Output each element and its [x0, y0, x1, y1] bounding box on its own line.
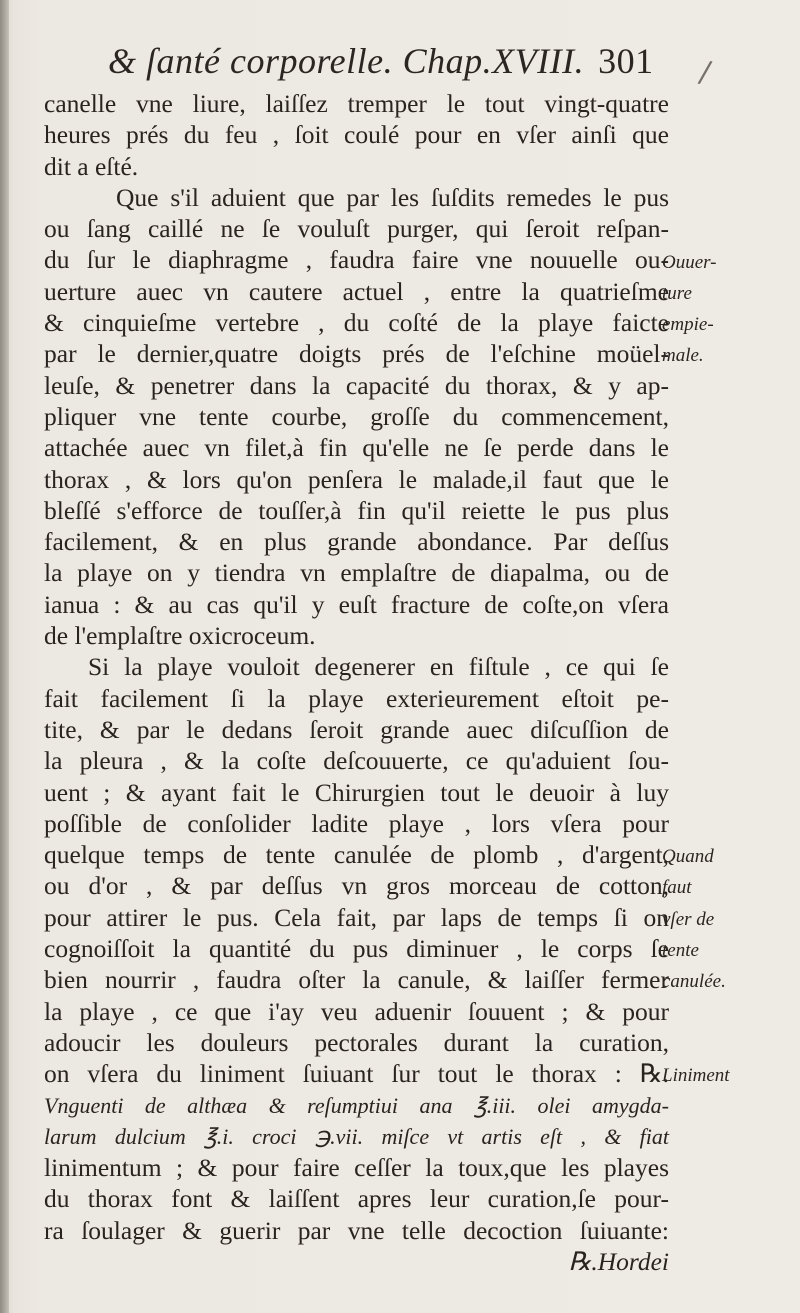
text-line: ianua : & au cas qu'il y euſt fracture de coſte,on vſera — [44, 589, 669, 619]
text-line: la pleura , & la coſte deſcouuerte, ce qu'aduient ſou- — [44, 746, 669, 776]
text-line: canelle vne liure, laiſſez tremper le tout vingt-quatre — [44, 89, 669, 118]
text-line: du ſur le diaphragme , faudra faire vne nouuelle ou- — [44, 245, 669, 275]
text-line: leuſe, & penetrer dans la capacité du thorax, & y ap- — [44, 370, 669, 400]
margin-note-line: vſer de — [662, 908, 715, 930]
text-line: ou d'or , & par deſſus vn gros morceau de cotton, — [44, 871, 669, 901]
text-line: attachée auec vn filet,à fin qu'elle ne ſe perde dans le — [44, 433, 669, 463]
running-title: & ſanté corporelle. Chap.XVIII. — [108, 41, 585, 81]
text-line: ou ſang caillé ne ſe vouluſt purger, qui ſeroit reſpan- — [44, 214, 669, 244]
text-line: & cinquieſme vertebre , du coſté de la playe faicte — [44, 308, 669, 338]
text-line: larum dulcium ℥.i. croci ℈.vii. miſce vt artis eſt , & fiat — [44, 1123, 669, 1149]
text-line: uerture auec vn cautere actuel , entre la quatrieſme — [44, 276, 669, 306]
page-number: 301 — [598, 41, 654, 81]
text-line: Que s'il aduient que par les ſuſdits remedes le pus — [116, 182, 669, 212]
text-line: par le dernier,quatre doigts prés de l'eſchine moüel- — [44, 339, 669, 369]
page-binding-edge — [0, 0, 9, 1313]
running-header — [108, 40, 668, 82]
text-line: on vſera du liniment ſuiuant ſur tout le thorax : ℞. — [44, 1059, 669, 1089]
text-line: poſſible de conſolider ladite playe , lors vſera pour — [44, 808, 669, 838]
margin-note-line: male. — [662, 345, 704, 367]
margin-note-line: empie- — [662, 314, 714, 336]
text-line: la playe , ce que i'ay veu aduenir ſouuent ; & pour — [44, 996, 669, 1026]
text-line: la playe on y tiendra vn emplaſtre de diapalma, ou de — [44, 558, 669, 588]
text-line: adoucir les douleurs pectorales durant la curation, — [44, 1027, 669, 1057]
margin-note — [662, 841, 792, 997]
text-line: bleſſé s'efforce de touſſer,à fin qu'il reiette le pus plus — [44, 495, 669, 525]
margin-note-line: tente — [662, 940, 699, 962]
margin-note-line: faut — [662, 877, 692, 899]
text-line: pour attirer le pus. Cela fait, par laps de temps ſi on — [44, 902, 669, 932]
text-line: pliquer vne tente courbe, groſſe du commencement, — [44, 401, 669, 431]
text-line: du thorax font & laiſſent apres leur curation,ſe pour- — [44, 1184, 669, 1214]
text-line: bien nourrir , faudra oſter la canule, & laiſſer fermer — [44, 965, 669, 995]
text-line: facilement, & en plus grande abondance. Par deſſus — [44, 527, 669, 557]
stray-mark: / — [696, 54, 714, 91]
margin-note-line: Ouuer- — [662, 251, 717, 273]
text-line: heures prés du feu , ſoit coulé pour en vſer ainſi que — [44, 120, 669, 150]
body-text — [44, 88, 669, 1277]
text-line: cognoiſſoit la quantité du pus diminuer , le corps ſe — [44, 934, 669, 964]
text-line: linimentum ; & pour faire ceſſer la toux,que les playes — [44, 1153, 669, 1183]
text-line: dit a eſté. — [44, 151, 139, 181]
text-line: thorax , & lors qu'on penſera le malade,il faut que le — [44, 464, 669, 494]
margin-note — [662, 1060, 792, 1091]
text-line: ℞.Hordei — [568, 1246, 669, 1276]
text-line: ra ſoulager & guerir par vne telle decoction ſuiuante: — [44, 1215, 669, 1245]
text-line: fait facilement ſi la playe exterieurement eſtoit pe- — [44, 683, 669, 713]
margin-note-line: Quand — [662, 846, 714, 868]
text-line: Si la playe vouloit degenerer en fiſtule , ce qui ſe — [88, 652, 669, 682]
text-line: tite, & par le dedans ſeroit grande auec diſcuſſion de — [44, 714, 669, 744]
text-line: de l'emplaſtre oxicroceum. — [44, 621, 316, 651]
margin-note — [662, 247, 792, 372]
text-line: Vnguenti de althæa & reſumptiui ana ℥.iii. olei amygda- — [44, 1092, 669, 1118]
margin-note-line: Liniment — [662, 1065, 730, 1087]
margin-note-line: canulée. — [662, 971, 726, 993]
text-line: quelque temps de tente canulée de plomb , d'argent, — [44, 840, 669, 870]
margin-note-line: ture — [662, 282, 692, 304]
text-line: uent ; & ayant fait le Chirurgien tout le deuoir à luy — [44, 777, 669, 807]
